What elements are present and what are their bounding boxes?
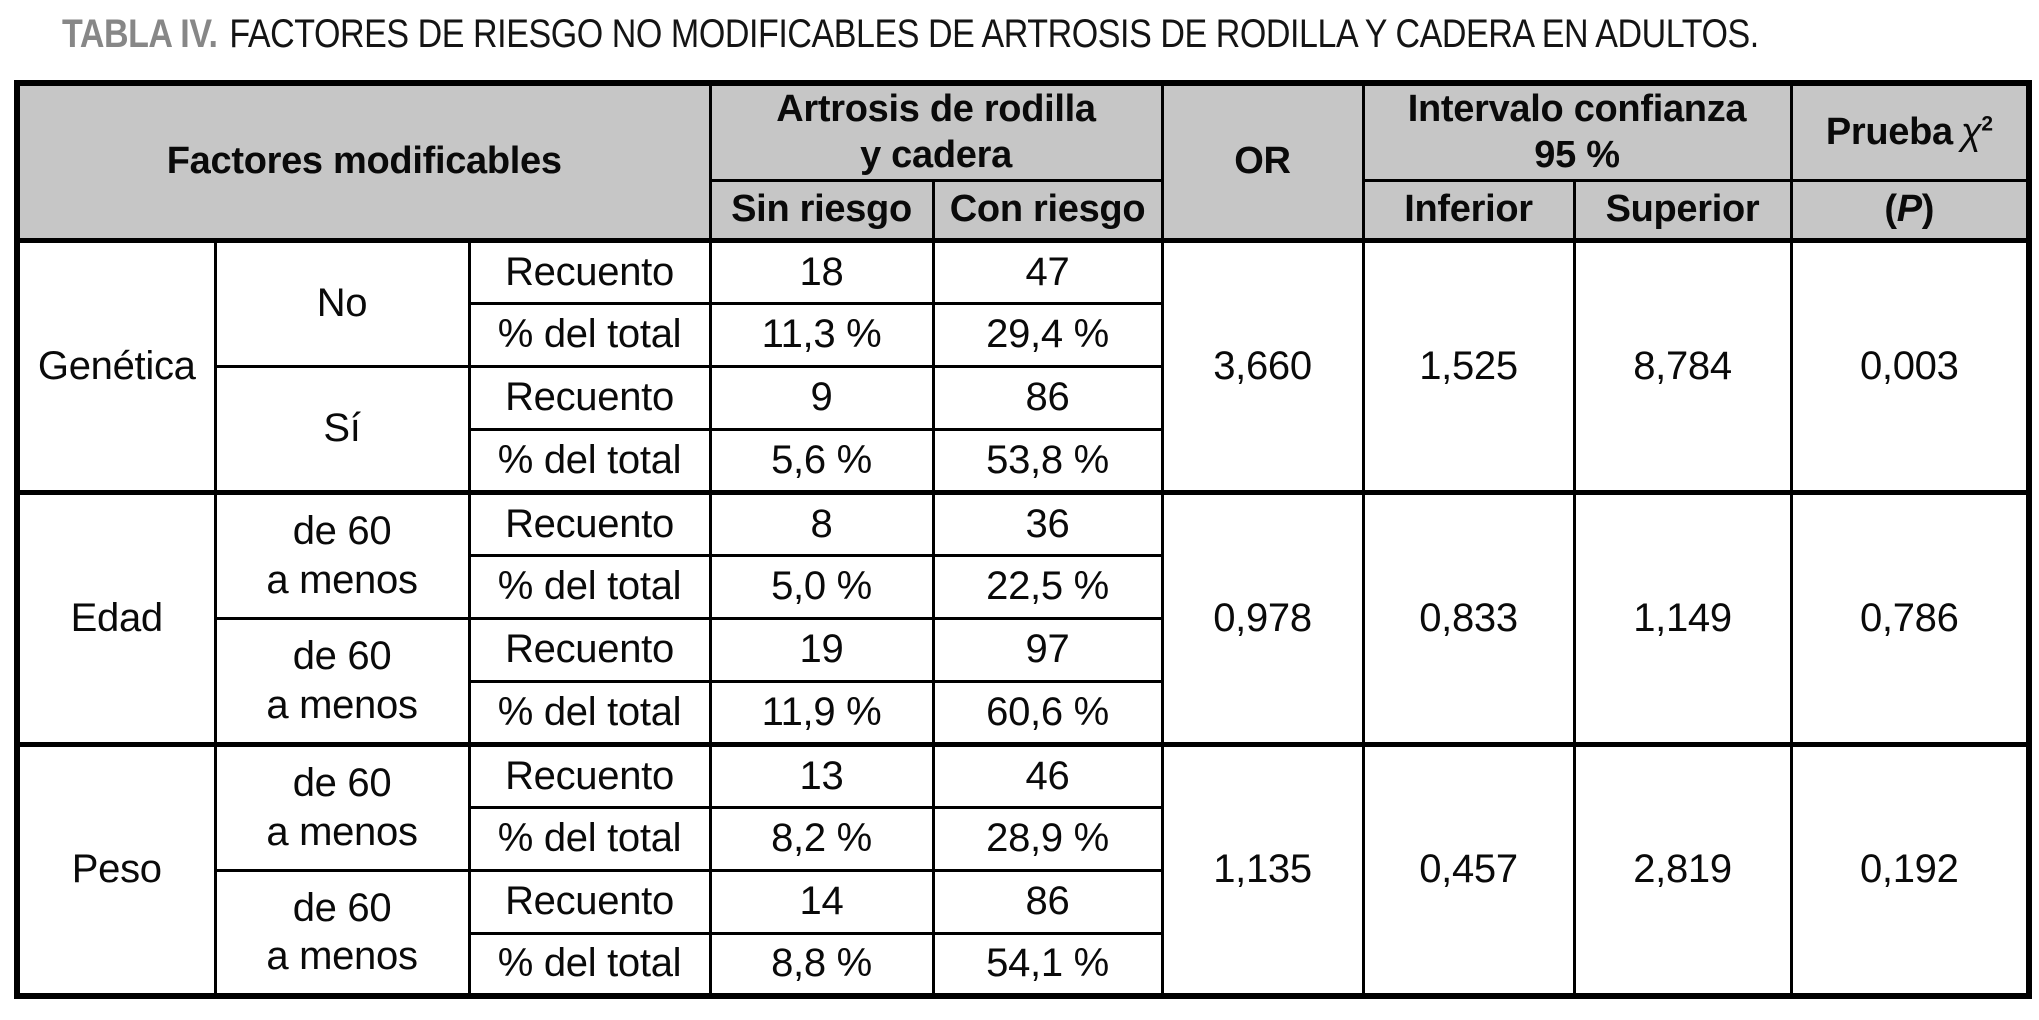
- header-artrosis-line1: Artrosis de rodilla: [776, 88, 1096, 130]
- value-cell: 29,4 %: [933, 303, 1162, 366]
- group-label-line: a menos: [266, 682, 418, 727]
- value-cell: 8,8 %: [710, 933, 933, 996]
- factor-cell-peso: Peso: [17, 744, 215, 996]
- p-paren-open: (: [1884, 188, 1897, 231]
- group-label-line: No: [316, 281, 368, 326]
- value-cell: 60,6 %: [933, 681, 1162, 744]
- risk-factors-table: [14, 80, 2032, 999]
- measure-label-cell: % del total: [469, 681, 710, 744]
- p-symbol: P: [1896, 188, 1922, 231]
- group-label-line: a menos: [266, 809, 418, 854]
- header-prueba-chi2: [1791, 83, 2029, 180]
- group-label-line: a menos: [266, 934, 418, 979]
- table-title: [62, 12, 1759, 57]
- value-cell: 5,6 %: [710, 429, 933, 492]
- ci-superior-cell: 2,819: [1574, 744, 1791, 996]
- header-intervalo-line1: Intervalo confianza: [1407, 88, 1747, 130]
- value-cell: 13: [710, 744, 933, 807]
- group-label-line: de 60: [292, 633, 392, 678]
- value-cell: 11,9 %: [710, 681, 933, 744]
- value-cell: 86: [933, 366, 1162, 429]
- measure-label-cell: % del total: [469, 807, 710, 870]
- group-cell: [215, 366, 469, 492]
- header-artrosis-line2: y cadera: [860, 134, 1012, 177]
- table-body: [17, 240, 2029, 996]
- table-title-number: TABLA IV.: [62, 12, 218, 56]
- measure-label-cell: % del total: [469, 303, 710, 366]
- value-cell: 28,9 %: [933, 807, 1162, 870]
- measure-label-cell: % del total: [469, 933, 710, 996]
- measure-label-cell: % del total: [469, 429, 710, 492]
- value-cell: 46: [933, 744, 1162, 807]
- factor-cell-edad: Edad: [17, 492, 215, 744]
- group-label-line: de 60: [292, 508, 392, 553]
- value-cell: 8,2 %: [710, 807, 933, 870]
- group-label-line: a menos: [266, 557, 418, 602]
- value-cell: 14: [710, 870, 933, 933]
- group-cell: [215, 492, 469, 618]
- header-artrosis: [710, 83, 1162, 180]
- ci-inferior-cell: 0,833: [1363, 492, 1574, 744]
- value-cell: 22,5 %: [933, 555, 1162, 618]
- or-cell: 3,660: [1162, 240, 1363, 492]
- header-or: OR: [1162, 83, 1363, 240]
- value-cell: 86: [933, 870, 1162, 933]
- factor-cell-genetica: Genética: [17, 240, 215, 492]
- measure-label-cell: Recuento: [469, 618, 710, 681]
- group-cell: [215, 870, 469, 996]
- header-intervalo-line2: 95 %: [1534, 134, 1620, 177]
- header-row-1: [17, 83, 2029, 180]
- ci-superior-cell: 8,784: [1574, 240, 1791, 492]
- header-prueba-label: Prueba: [1825, 110, 1953, 153]
- header-intervalo: [1363, 83, 1791, 180]
- value-cell: 53,8 %: [933, 429, 1162, 492]
- header-factores: Factores modificables: [17, 83, 710, 240]
- table-title-text: FACTORES DE RIESGO NO MODIFICABLES DE ARTROSIS DE RODILLA Y CADERA EN ADULTOS.: [229, 12, 1759, 56]
- header-inferior: Inferior: [1363, 180, 1574, 240]
- measure-label-cell: Recuento: [469, 870, 710, 933]
- value-cell: 36: [933, 492, 1162, 555]
- group-cell: [215, 744, 469, 870]
- or-cell: 0,978: [1162, 492, 1363, 744]
- value-cell: 5,0 %: [710, 555, 933, 618]
- measure-label-cell: Recuento: [469, 240, 710, 303]
- group-label-line: de 60: [292, 885, 392, 930]
- value-cell: 18: [710, 240, 933, 303]
- header-p: [1791, 180, 2029, 240]
- p-value-cell: 0,192: [1791, 744, 2029, 996]
- ci-inferior-cell: 1,525: [1363, 240, 1574, 492]
- ci-inferior-cell: 0,457: [1363, 744, 1574, 996]
- p-value-cell: 0,003: [1791, 240, 2029, 492]
- value-cell: 11,3 %: [710, 303, 933, 366]
- measure-label-cell: Recuento: [469, 492, 710, 555]
- table-row: [17, 492, 2029, 555]
- header-con-riesgo: Con riesgo: [933, 180, 1162, 240]
- value-cell: 97: [933, 618, 1162, 681]
- measure-label-cell: Recuento: [469, 744, 710, 807]
- or-cell: 1,135: [1162, 744, 1363, 996]
- chi-symbol: χ: [1960, 110, 1982, 153]
- table-row: [17, 240, 2029, 303]
- ci-superior-cell: 1,149: [1574, 492, 1791, 744]
- group-label-line: Sí: [323, 406, 361, 451]
- value-cell: 47: [933, 240, 1162, 303]
- table-header: [17, 83, 2029, 240]
- chi-exponent: 2: [1981, 112, 1993, 136]
- value-cell: 9: [710, 366, 933, 429]
- measure-label-cell: Recuento: [469, 366, 710, 429]
- group-cell: [215, 618, 469, 744]
- value-cell: 19: [710, 618, 933, 681]
- p-paren-close: ): [1921, 188, 1935, 231]
- table-row: [17, 744, 2029, 807]
- measure-label-cell: % del total: [469, 555, 710, 618]
- value-cell: 54,1 %: [933, 933, 1162, 996]
- group-label-line: de 60: [292, 760, 392, 805]
- header-superior: Superior: [1574, 180, 1791, 240]
- p-value-cell: 0,786: [1791, 492, 2029, 744]
- value-cell: 8: [710, 492, 933, 555]
- group-cell: [215, 240, 469, 366]
- header-sin-riesgo: Sin riesgo: [710, 180, 933, 240]
